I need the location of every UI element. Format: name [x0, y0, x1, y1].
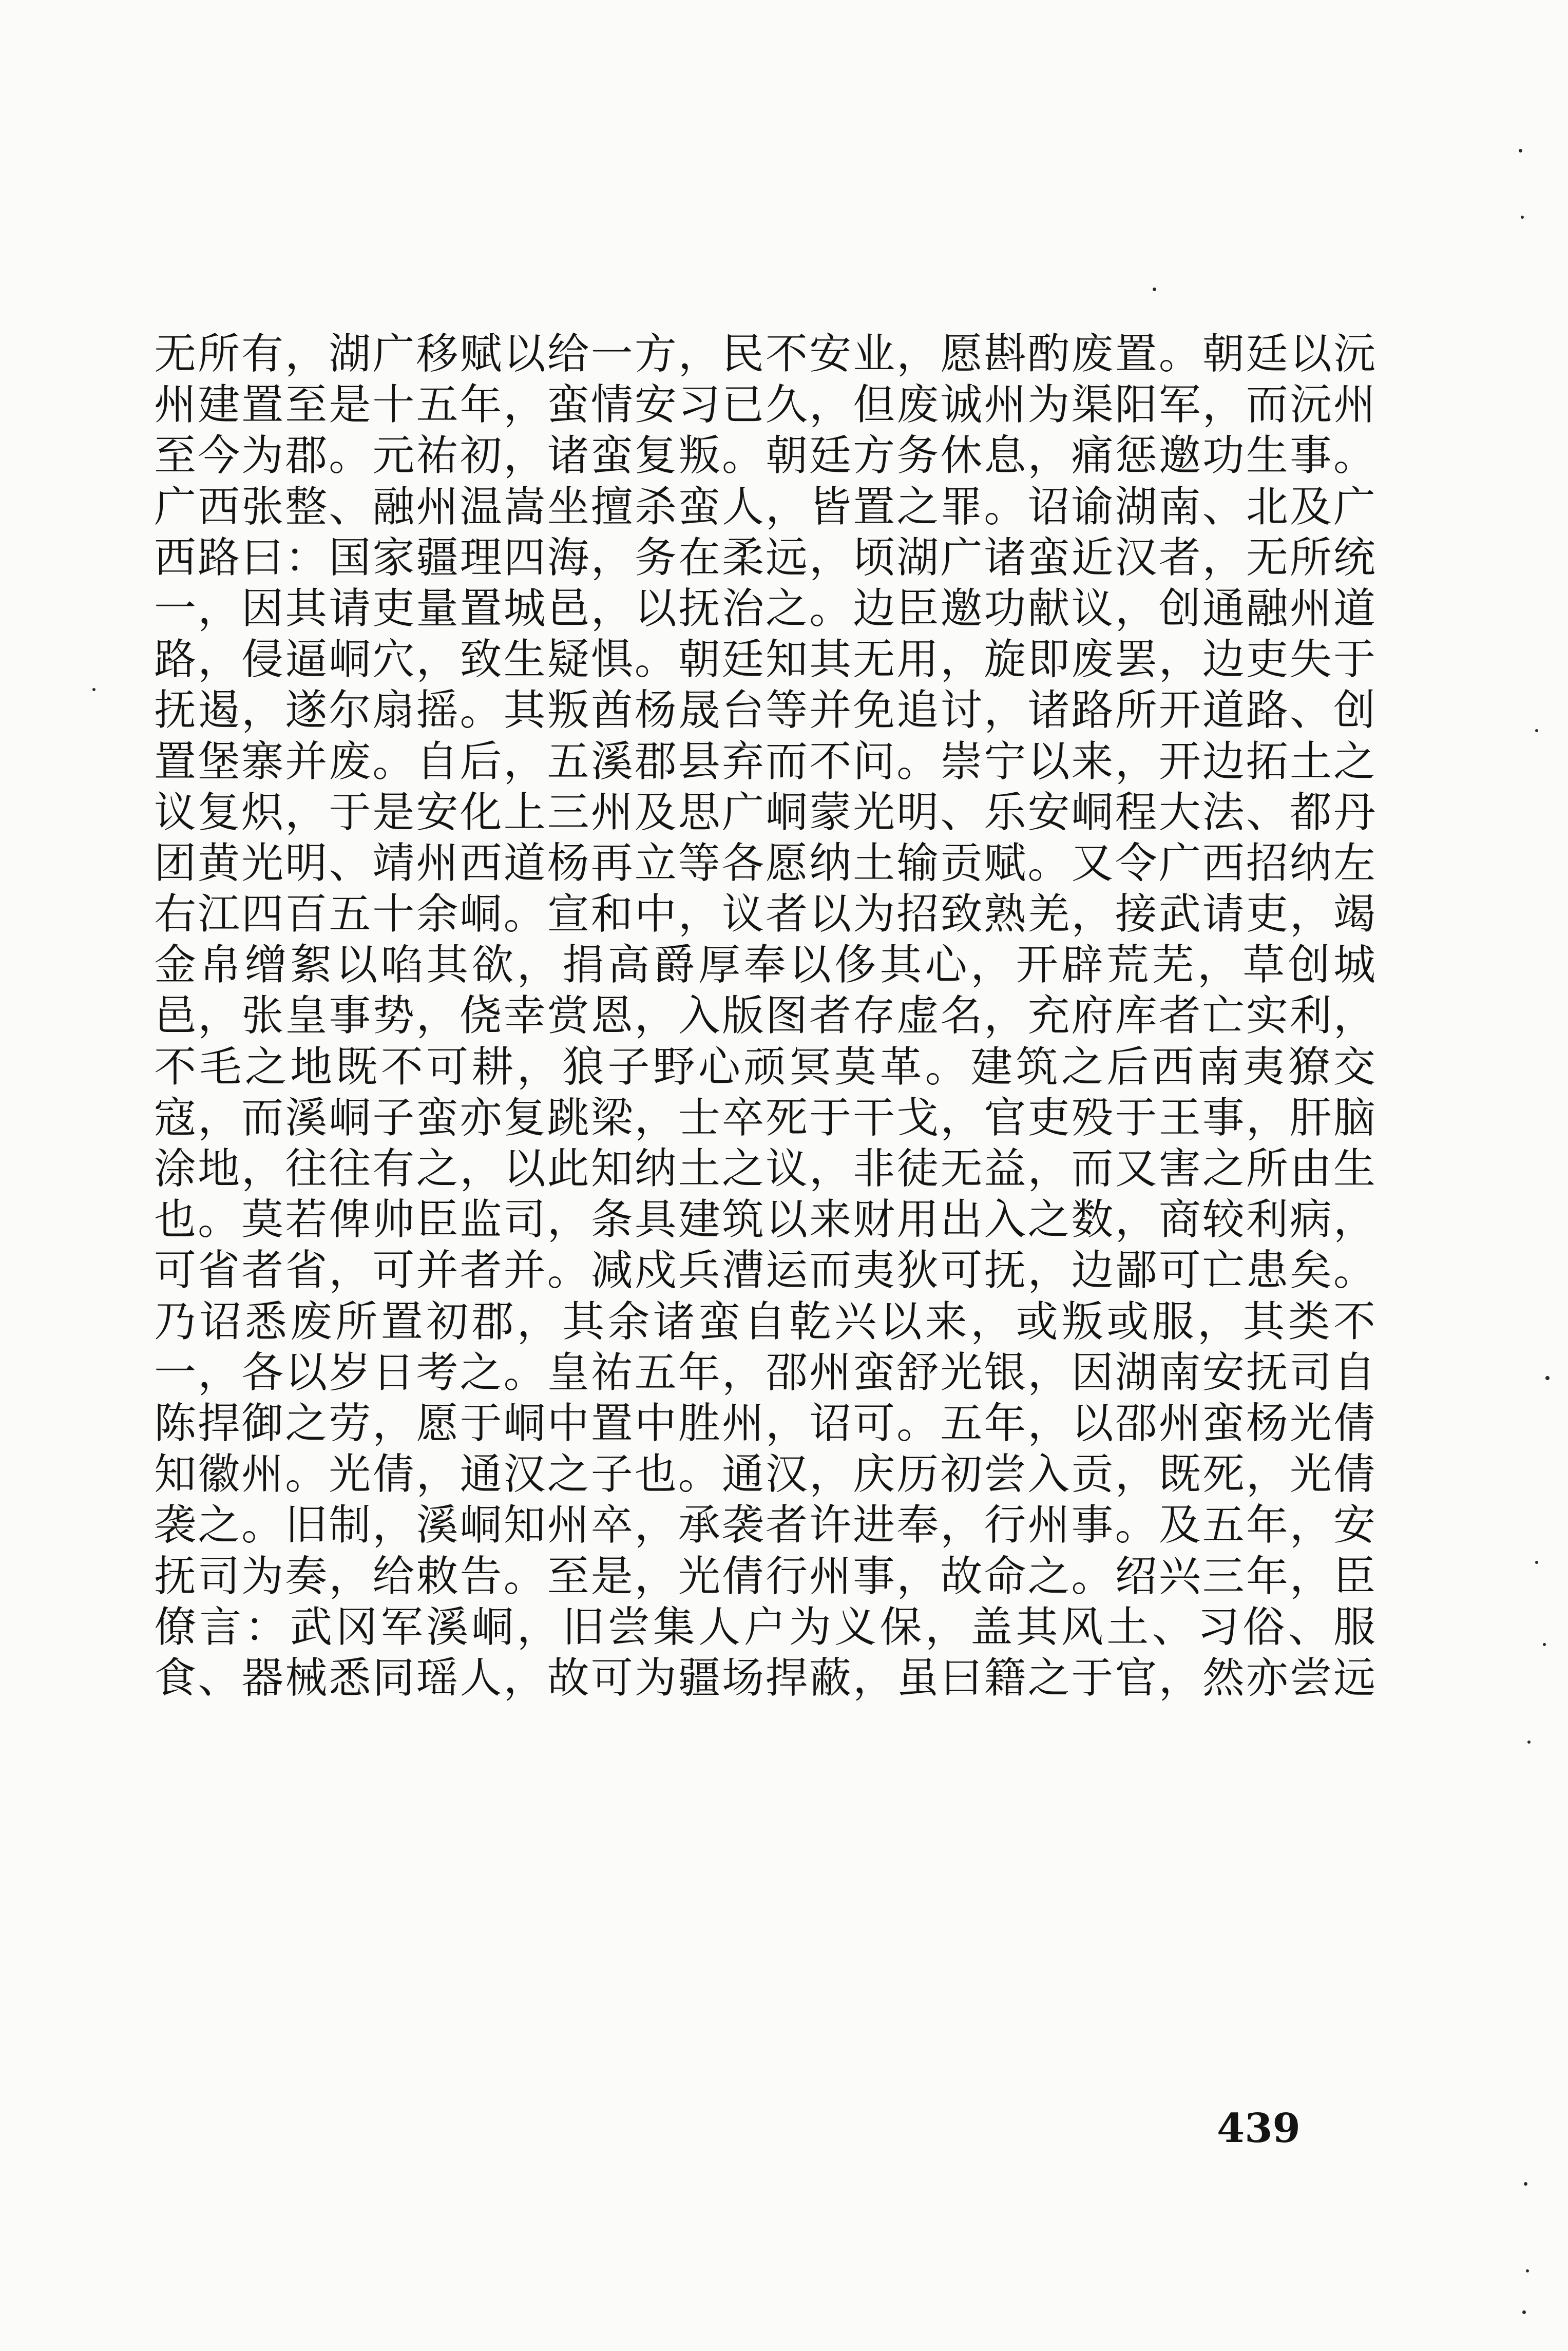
text-line: 食、器械悉同瑶人，故可为疆场捍蔽，虽曰籍之于官，然亦尝远: [154, 1653, 1376, 1703]
text-line: 议复炽，于是安化上三州及思广峒蒙光明、乐安峒程大法、都丹: [154, 788, 1376, 837]
text-line: 金帛缯絮以啗其欲，捐高爵厚奉以侈其心，开辟荒芜，草创城: [154, 941, 1376, 990]
scan-speck: [1521, 216, 1524, 219]
text-line: 团黄光明、靖州西道杨再立等各愿纳土输贡赋。又令广西招纳左: [154, 838, 1376, 888]
text-line: 僚言：武冈军溪峒，旧尝集人户为义保，盖其风土、习俗、服: [154, 1602, 1376, 1652]
scan-speck: [1545, 1376, 1550, 1380]
page-number: 439: [1217, 2105, 1301, 2152]
scan-speck: [1535, 729, 1538, 732]
text-line: 州建置至是十五年，蛮情安习已久，但废诚州为渠阳军，而沅州: [154, 380, 1376, 430]
scan-speck: [1526, 2269, 1529, 2272]
text-line: 一，因其请吏量置城邑，以抚治之。边臣邀功献议，创通融州道: [154, 584, 1376, 633]
text-line: 西路曰：国家疆理四海，务在柔远，顷湖广诸蛮近汉者，无所统: [154, 533, 1376, 582]
text-line: 置堡寨并废。自后，五溪郡县弃而不问。崇宁以来，开边拓土之: [154, 737, 1376, 786]
scan-speck: [1535, 1561, 1538, 1564]
text-line: 知徽州。光倩，通汉之子也。通汉，庆历初尝入贡，既死，光倩: [154, 1450, 1376, 1499]
text-line: 邑，张皇事势，侥幸赏恩，入版图者存虚名，充府库者亡实利，: [154, 991, 1376, 1041]
text-line: 寇，而溪峒子蛮亦复跳梁，士卒死于干戈，官吏殁于王事，肝脑: [154, 1093, 1376, 1142]
text-line: 陈捍御之劳，愿于峒中置中胜州，诏可。五年，以邵州蛮杨光倩: [154, 1399, 1376, 1448]
text-line: 右江四百五十余峒。宣和中，议者以为招致熟羌，接武请吏，竭: [154, 890, 1376, 939]
scan-speck: [1527, 1741, 1531, 1744]
text-line: 一，各以岁日考之。皇祐五年，邵州蛮舒光银，因湖南安抚司自: [154, 1348, 1376, 1397]
text-line: 不毛之地既不可耕，狼子野心顽冥莫革。建筑之后西南夷獠交: [154, 1042, 1376, 1092]
text-line: 也。莫若俾帅臣监司，条具建筑以来财用出入之数，商较利病，: [154, 1195, 1376, 1245]
text-line: 无所有，湖广移赋以给一方，民不安业，愿斟酌废置。朝廷以沅: [154, 330, 1376, 378]
scan-speck: [1519, 149, 1522, 152]
text-line: 至今为郡。元祐初，诸蛮复叛。朝廷方务休息，痛惩邀功生事。: [154, 431, 1376, 481]
body-text: [154, 329, 1376, 1704]
text-line: 袭之。旧制，溪峒知州卒，承袭者许进奉，行州事。及五年，安: [154, 1501, 1376, 1550]
text-line: 涂地，往往有之，以此知纳土之议，非徒无益，而又害之所由生: [154, 1144, 1376, 1193]
scan-speck: [1524, 2182, 1527, 2186]
scan-speck: [1522, 2310, 1526, 2314]
scan-speck: [1543, 1643, 1546, 1646]
text-line: 广西张整、融州温嵩坐擅杀蛮人，皆置之罪。诏谕湖南、北及广: [154, 482, 1376, 531]
text-line: 抚遏，遂尔扇摇。其叛酋杨晟台等并免追讨，诸路所开道路、创: [154, 686, 1376, 735]
text-line: 路，侵逼峒穴，致生疑惧。朝廷知其无用，旋即废罢，边吏失于: [154, 635, 1376, 684]
scan-speck: [92, 688, 95, 691]
text-line: 可省者省，可并者并。减戍兵漕运而夷狄可抚，边鄙可亡患矣。: [154, 1246, 1376, 1295]
text-line: 抚司为奏，给敕告。至是，光倩行州事，故命之。绍兴三年，臣: [154, 1552, 1376, 1601]
scan-speck: [1153, 288, 1156, 291]
text-line: 乃诏悉废所置初郡，其余诸蛮自乾兴以来，或叛或服，其类不: [154, 1297, 1376, 1346]
